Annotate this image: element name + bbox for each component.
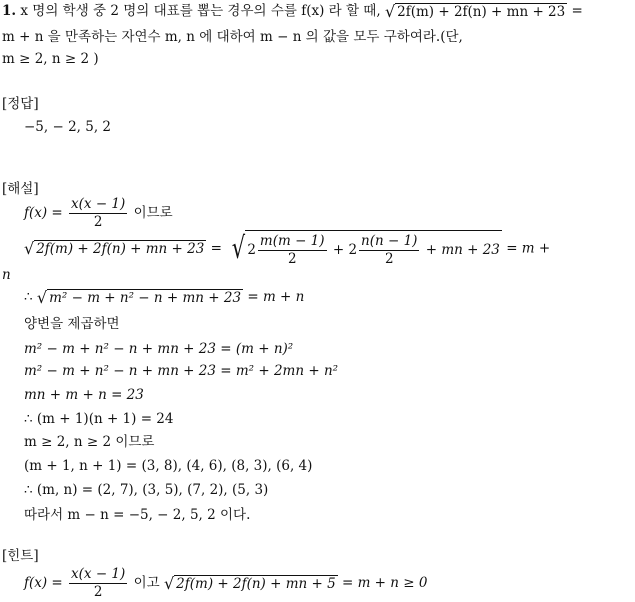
problem-line-2: m + n 을 만족하는 자연수 m, n 에 대하여 m − n 의 값을 모두 구하여라.(단, bbox=[2, 29, 463, 45]
solution-header: [해설] bbox=[2, 181, 39, 197]
hint-line: f(x) = $\frac{x(x - 1)}{2}$ 이고 √ 2f(m) + 2f(n) + mn + 5 = m + n ≥ 0 bbox=[24, 566, 428, 600]
problem-line-3: m ≥ 2, n ≥ 2 ) bbox=[2, 51, 99, 67]
sqrt-radicand: 2f(m) + 2f(n) + mn + 23 bbox=[397, 3, 566, 20]
solution-step-9: m ≥ 2, n ≥ 2 이므로 bbox=[24, 434, 155, 450]
solution-step-12: 따라서 m − n = −5, − 2, 5, 2 이다. bbox=[24, 507, 251, 523]
solution-step-4: 양변을 제곱하면 bbox=[24, 316, 120, 332]
solution-step-10: (m + 1, n + 1) = (3, 8), (4, 6), (8, 3), (6, 4) bbox=[24, 458, 313, 474]
solution-step-2: √ 2f(m) + 2f(n) + mn + 23 = √ 2 $\frac{m(m - 1)}{2}$ + 2 $\frac{n(n - 1)}{2}$ + mn + 23 = m + bbox=[24, 231, 551, 267]
problem-number: 1. bbox=[2, 3, 17, 19]
solution-step-11: ∴ (m, n) = (2, 7), (3, 5), (7, 2), (5, 3) bbox=[24, 482, 269, 498]
solution-step-3: ∴ √ m² − m + n² − n + mn + 23 = m + n bbox=[24, 287, 305, 307]
sqrt-expression: √ 2f(m) + 2f(n) + mn + 23 bbox=[384, 1, 566, 21]
solution-step-5: m² − m + n² − n + mn + 23 = (m + n)² bbox=[24, 341, 294, 357]
solution-step-6: m² − m + n² − n + mn + 23 = m² + 2mn + n² bbox=[24, 363, 339, 379]
solution-step-2-wrap: n bbox=[2, 267, 11, 283]
answer-values: −5, − 2, 5, 2 bbox=[24, 119, 112, 135]
solution-step-1: f(x) = $\frac{x(x - 1)}{2}$ 이므로 bbox=[24, 196, 173, 230]
solution-step-8: ∴ (m + 1)(n + 1) = 24 bbox=[24, 411, 174, 427]
solution-step-7: mn + m + n = 23 bbox=[24, 387, 144, 403]
problem-text-1: x 명의 학생 중 2 명의 대표를 뽑는 경우의 수를 f(x) 라 할 때, bbox=[20, 3, 381, 19]
answer-header: [정답] bbox=[2, 96, 39, 112]
equals-sign: = bbox=[567, 3, 583, 19]
hint-header: [힌트] bbox=[2, 548, 39, 564]
problem-line-1 bbox=[2, 2, 583, 21]
sqrt-expression-large: √ 2 $\frac{m(m - 1)}{2}$ + 2 $\frac{n(n - 1)}{2}$ + mn + 23 bbox=[231, 231, 500, 267]
fraction: $\frac{x(x - 1)}{2}$ bbox=[71, 196, 126, 230]
